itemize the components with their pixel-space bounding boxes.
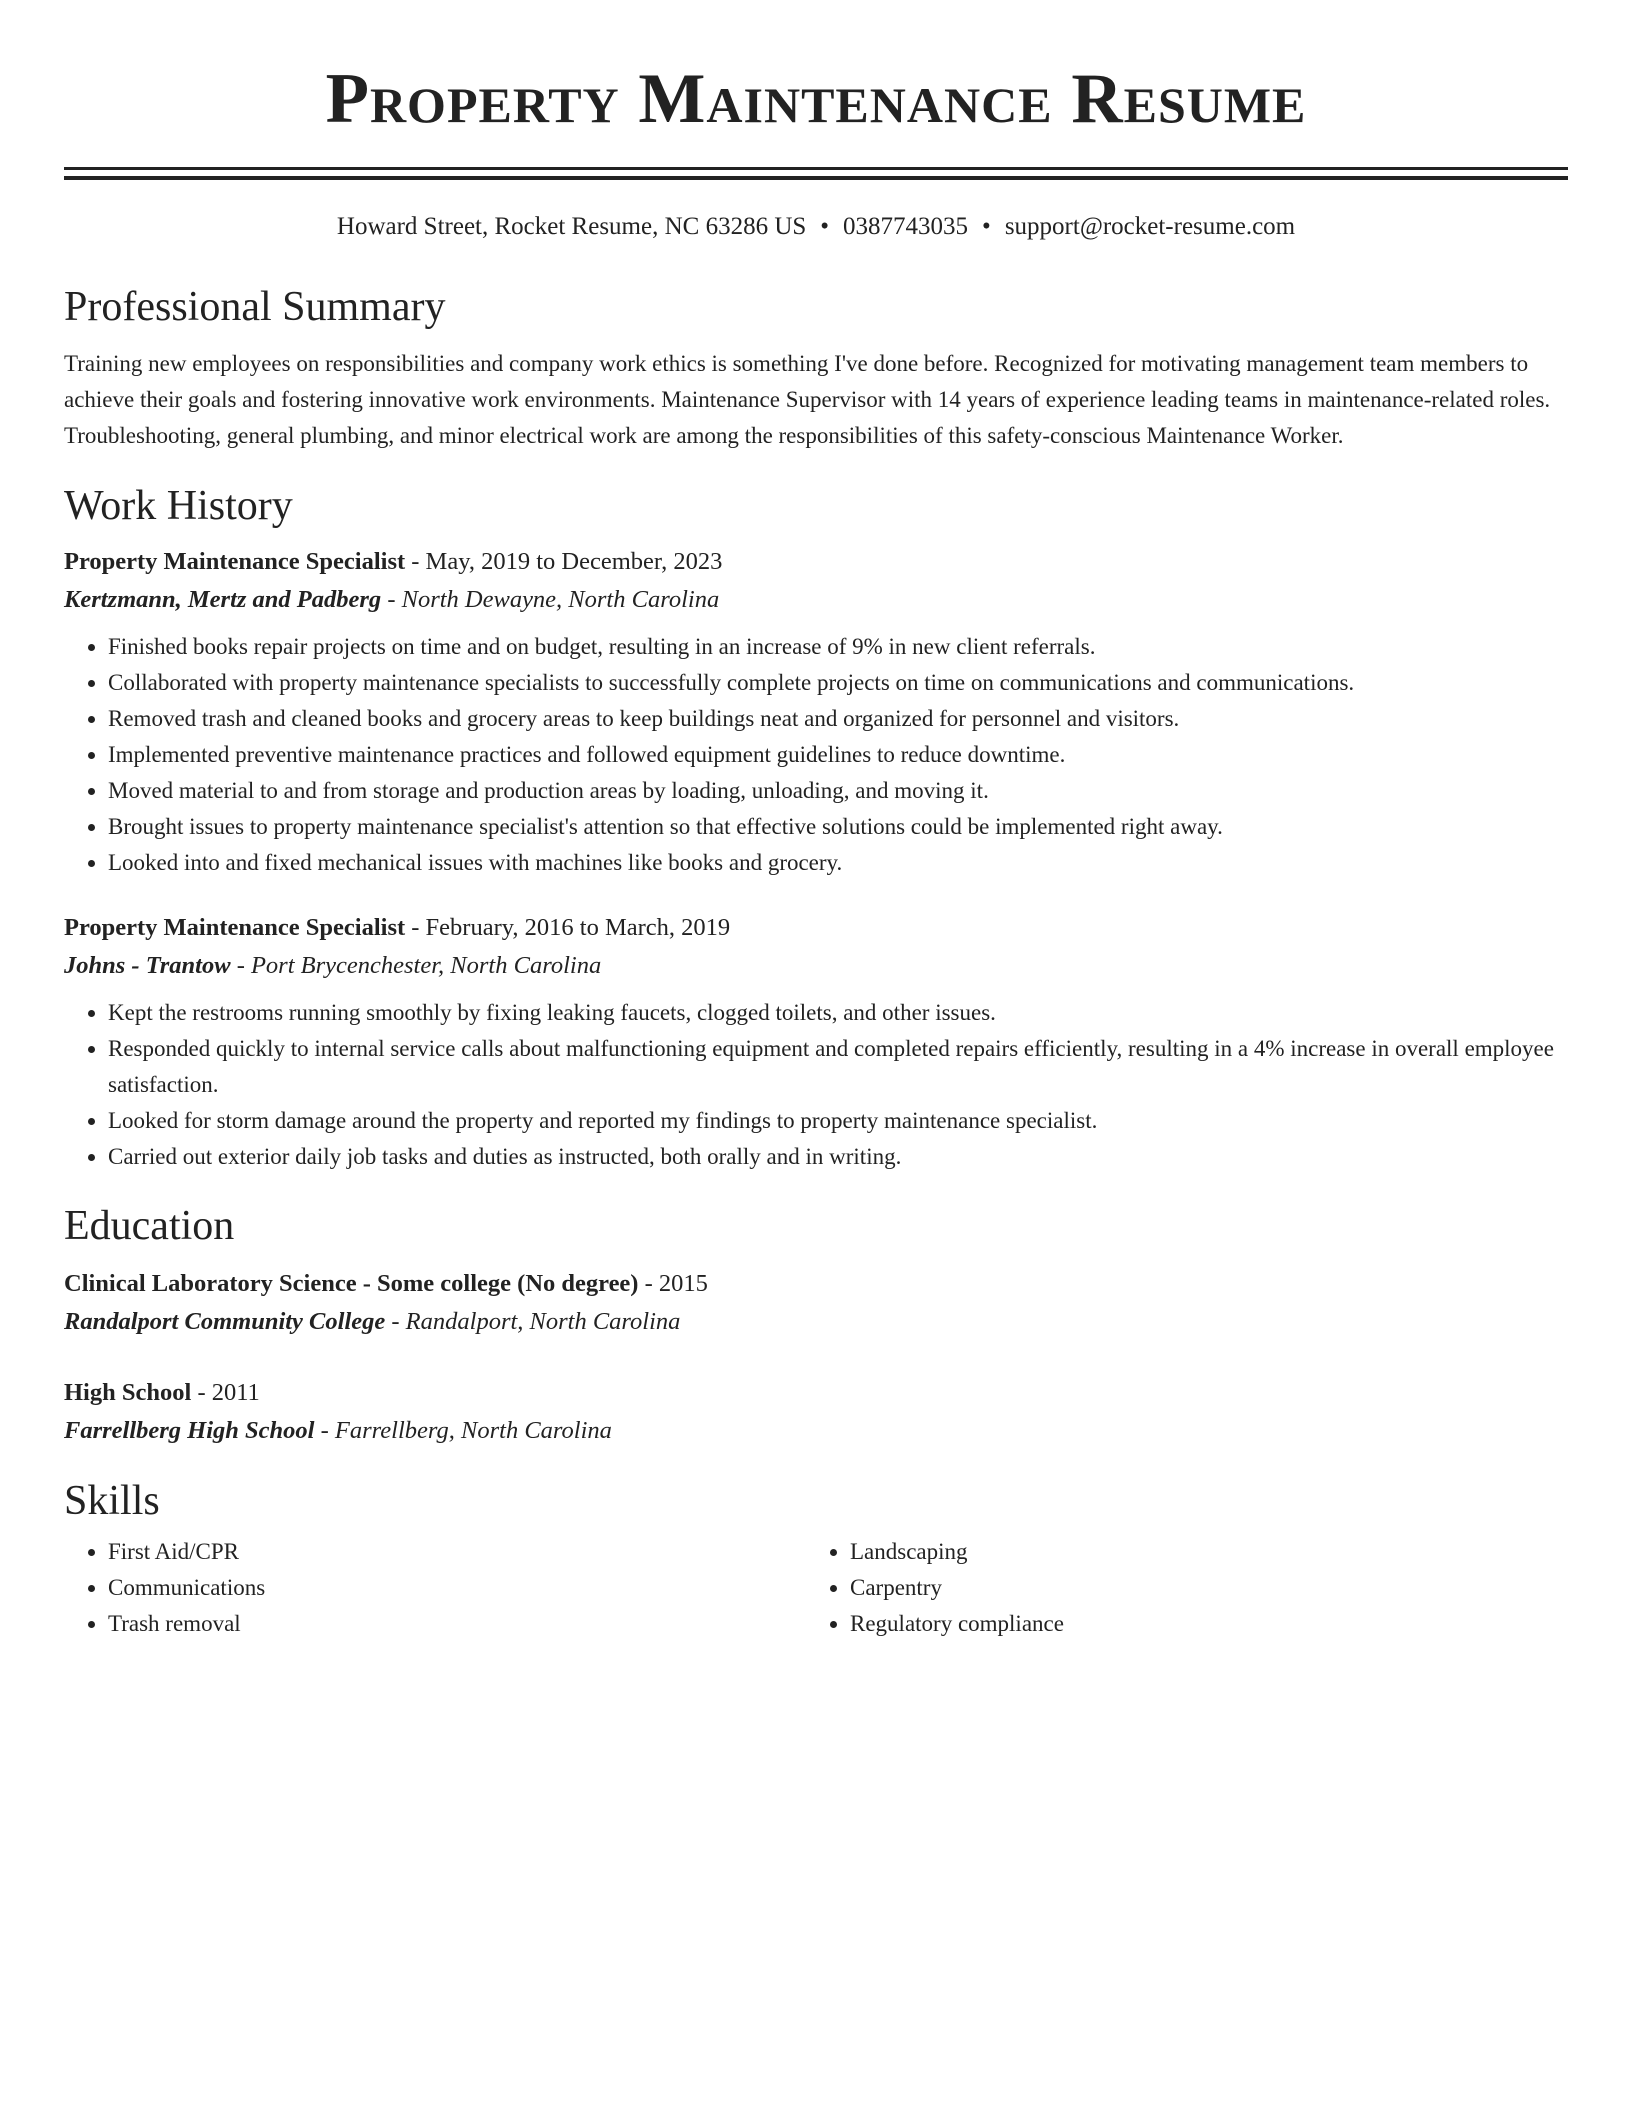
education-school-line [64,1412,1568,1450]
skill-item: • Communications [108,1570,806,1606]
education-year: - 2011 [191,1379,260,1406]
education-entry [64,1265,1568,1341]
resume-page [64,0,1568,1642]
job-bullet: • Carried out exterior daily job tasks and duties as instructed, both orally and in writing. [108,1139,1568,1175]
job-company: Kertzmann, Mertz and Padberg [64,586,382,613]
job-bullet: • Responded quickly to internal service calls about malfunctioning equipment and completed repairs efficiently, resulting in a 4% increase in overall employee satisfaction. [108,1031,1568,1103]
job-bullet: • Looked for storm damage around the property and reported my findings to property maintenance specialist. [108,1103,1568,1139]
skill-item: • Regulatory compliance [850,1606,1548,1642]
summary-heading: Professional Summary [64,284,446,330]
education-location: - Randalport, North Carolina [385,1308,681,1335]
education-school: Farrellberg High School [64,1417,315,1444]
contact-phone: 0387743035 [843,213,969,240]
skill-item: • Trash removal [108,1606,806,1642]
education-degree: High School [64,1379,192,1406]
job-dates: - February, 2016 to March, 2019 [405,914,731,941]
skill-item: • Landscaping [850,1534,1548,1570]
title-divider-thick [64,176,1568,180]
job-bullets [64,995,1568,1175]
education-degree-line [64,1265,1568,1303]
skills-heading: Skills [64,1478,160,1524]
contact-separator: • [982,213,991,240]
job-title: Property Maintenance Specialist [64,548,406,575]
title-divider-thin [64,167,1568,170]
job-bullet: • Brought issues to property maintenance specialist's attention so that effective solutions could be implemented right away. [108,809,1568,845]
contact-separator: • [820,213,830,240]
job-bullet: • Kept the restrooms running smoothly by fixing leaking faucets, clogged toilets, and other issues. [108,995,1568,1031]
job-bullet: • Looked into and fixed mechanical issues with machines like books and grocery. [108,845,1568,881]
job-location: - North Dewayne, North Carolina [381,586,720,613]
job-bullet: • Implemented preventive maintenance practices and followed equipment guidelines to reduce downtime. [108,737,1568,773]
education-degree-line [64,1374,1568,1412]
skills-list [64,1534,1568,1642]
education-year: - 2015 [638,1270,708,1297]
job-company-line [64,947,1568,985]
contact-email: support@rocket-resume.com [1004,213,1296,240]
job-title-line [64,543,1568,581]
job-company-line [64,581,1568,619]
job-company: Johns - Trantow [64,952,231,979]
job-location: - Port Brycenchester, North Carolina [230,952,602,979]
job-entry [64,909,1568,1175]
education-heading: Education [64,1203,235,1249]
skills-column-right [806,1534,1548,1642]
education-location: - Farrellberg, North Carolina [314,1417,612,1444]
education-entry [64,1374,1568,1450]
job-dates: - May, 2019 to December, 2023 [405,548,723,575]
job-bullet: • Removed trash and cleaned books and grocery areas to keep buildings neat and organized for personnel and visitors. [108,701,1568,737]
skill-item: • First Aid/CPR [108,1534,806,1570]
contact-line [64,210,1568,244]
job-title-line [64,909,1568,947]
job-title: Property Maintenance Specialist [64,914,406,941]
summary-text: Training new employees on responsibilities and company work ethics is something I've done before. Recognized for motivating management team members to achieve their goals and fostering innovative work environments. Maintenance Supervisor with 14 years of experience leading teams in maintenance-related roles. Troubleshooting, general plumbing, and minor electrical work are among the responsibilities of this safety-conscious Maintenance Worker. [64,351,1551,448]
education-school: Randalport Community College [64,1308,386,1335]
work-history-heading: Work History [64,483,293,529]
skills-column-left [64,1534,806,1642]
job-entry [64,543,1568,881]
skill-item: • Carpentry [850,1570,1548,1606]
job-bullets [64,629,1568,881]
resume-title: Property Maintenance Resume [325,60,1307,138]
job-bullet: • Moved material to and from storage and production areas by loading, unloading, and moving it. [108,773,1568,809]
education-degree: Clinical Laboratory Science - Some college (No degree) [64,1270,639,1297]
contact-address: Howard Street, Rocket Resume, NC 63286 US [336,213,807,240]
education-school-line [64,1303,1568,1341]
job-bullet: • Collaborated with property maintenance specialists to successfully complete projects on time on communications and communications. [108,665,1568,701]
job-bullet: • Finished books repair projects on time and on budget, resulting in an increase of 9% in new client referrals. [108,629,1568,665]
